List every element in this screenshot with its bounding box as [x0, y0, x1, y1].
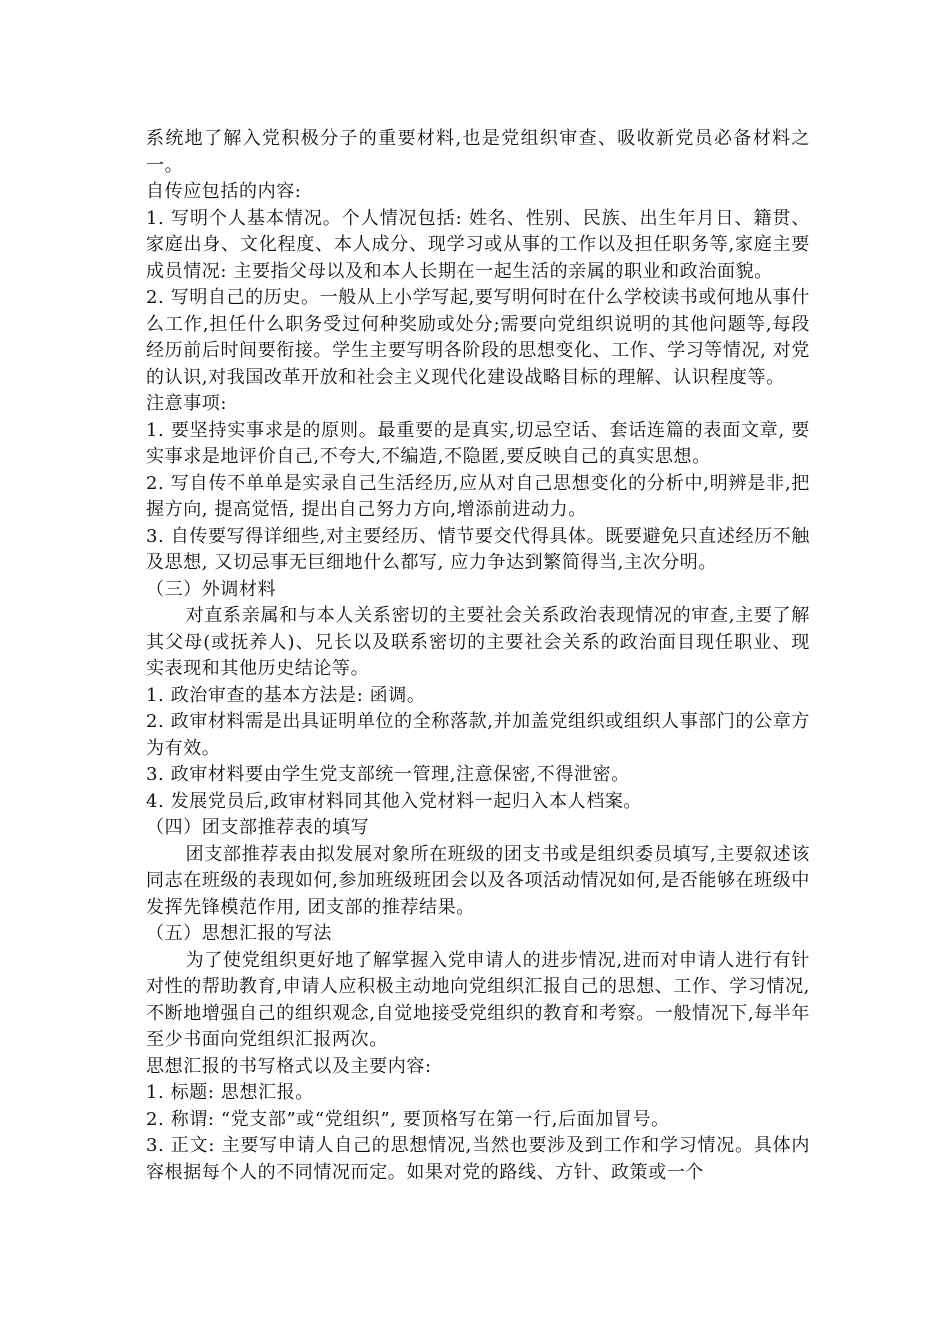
- paragraph: 对直系亲属和与本人关系密切的主要社会关系政治表现情况的审查,主要了解其父母(或抚养人)、兄长以及联系密切的主要社会关系的政治面目现任职业、现实表现和其他历史结论等。: [146, 605, 810, 679]
- paragraph: 1. 写明个人基本情况。个人情况包括: 姓名、性别、民族、出生年月日、籍贯、家庭出身、文化程度、本人成分、现学习或从事的工作以及担任职务等,家庭主要成员情况: 主要指父母以及和本人长期在一起生活的亲属的职业和政治面貌。: [146, 207, 810, 282]
- paragraph: 2. 政审材料需是出具证明单位的全称落款,并加盖党组织或组织人事部门的公章方为有效。: [146, 711, 810, 759]
- paragraph: 1. 政治审查的基本方法是: 函调。: [146, 684, 426, 706]
- paragraph: 2. 称谓: “党支部”或“党组织”, 要顶格写在第一行,后面加冒号。: [146, 1108, 670, 1130]
- paragraph: 自传应包括的内容:: [146, 181, 302, 202]
- paragraph: 2. 写自传不单单是实录自己生活经历,应从对自己思想变化的分析中,明辨是非,把握方向, 提高觉悟, 提出自己努力方向,增添前进动力。: [146, 472, 810, 520]
- paragraph: 1. 要坚持实事求是的原则。最重要的是真实,切忌空话、套话连篇的表面文章, 要实事求是地评价自己,不夸大,不编造,不隐匿,要反映自己的真实思想。: [146, 419, 810, 467]
- paragraph: 1. 标题: 思想汇报。: [146, 1082, 314, 1103]
- paragraph: 思想汇报的书写格式以及主要内容:: [146, 1055, 432, 1077]
- paragraph: 团支部推荐表由拟发展对象所在班级的团支书或是组织委员填写,主要叙述该同志在班级的表现如何,参加班级班团会以及各项活动情况如何,是否能够在班级中发挥先锋模范作用, 团支部的推荐结果。: [146, 843, 810, 918]
- paragraph: 系统地了解入党积极分子的重要材料,也是党组织审查、吸收新党员必备材料之一。: [146, 128, 810, 176]
- paragraph: 注意事项:: [146, 393, 228, 414]
- section-heading: （四）团支部推荐表的填写: [146, 817, 370, 838]
- paragraph: 4. 发展党员后,政审材料同其他入党材料一起归入本人档案。: [146, 790, 643, 812]
- paragraph: 3. 自传要写得详细些,对主要经历、情节要交代得具体。既要避免只直述经历不触及思想, 又切忌事无巨细地什么都写, 应力争达到繁简得当,主次分明。: [146, 525, 810, 573]
- document-body: [146, 126, 810, 1186]
- section-heading: （五）思想汇报的写法: [146, 923, 332, 944]
- section-heading: （三）外调材料: [146, 578, 277, 600]
- paragraph: 3. 政审材料要由学生党支部统一管理,注意保密,不得泄密。: [146, 764, 630, 785]
- paragraph: 2. 写明自己的历史。一般从上小学写起,要写明何时在什么学校读书或何地从事什么工作,担任什么职务受过何种奖励或处分;需要向党组织说明的其他问题等,每段经历前后时间要衔接。学生主要写明各阶段的思想变化、工作、学习等情况, 对党的认识,对我国改革开放和社会主义现代化建设战略目标的理解、认识程度等。: [146, 287, 810, 388]
- paragraph: 3. 正文: 主要写申请人自己的思想情况,当然也要涉及到工作和学习情况。具体内容根据每个人的不同情况而定。如果对党的路线、方针、政策或一个: [146, 1135, 810, 1183]
- paragraph: 为了使党组织更好地了解掌握入党申请人的进步情况,进而对申请人进行有针对性的帮助教育,申请人应积极主动地向党组织汇报自己的思想、工作、学习情况,不断地增强自己的组织观念,自觉地接受党组织的教育和考察。一般情况下,每半年至少书面向党组织汇报两次。: [146, 949, 810, 1050]
